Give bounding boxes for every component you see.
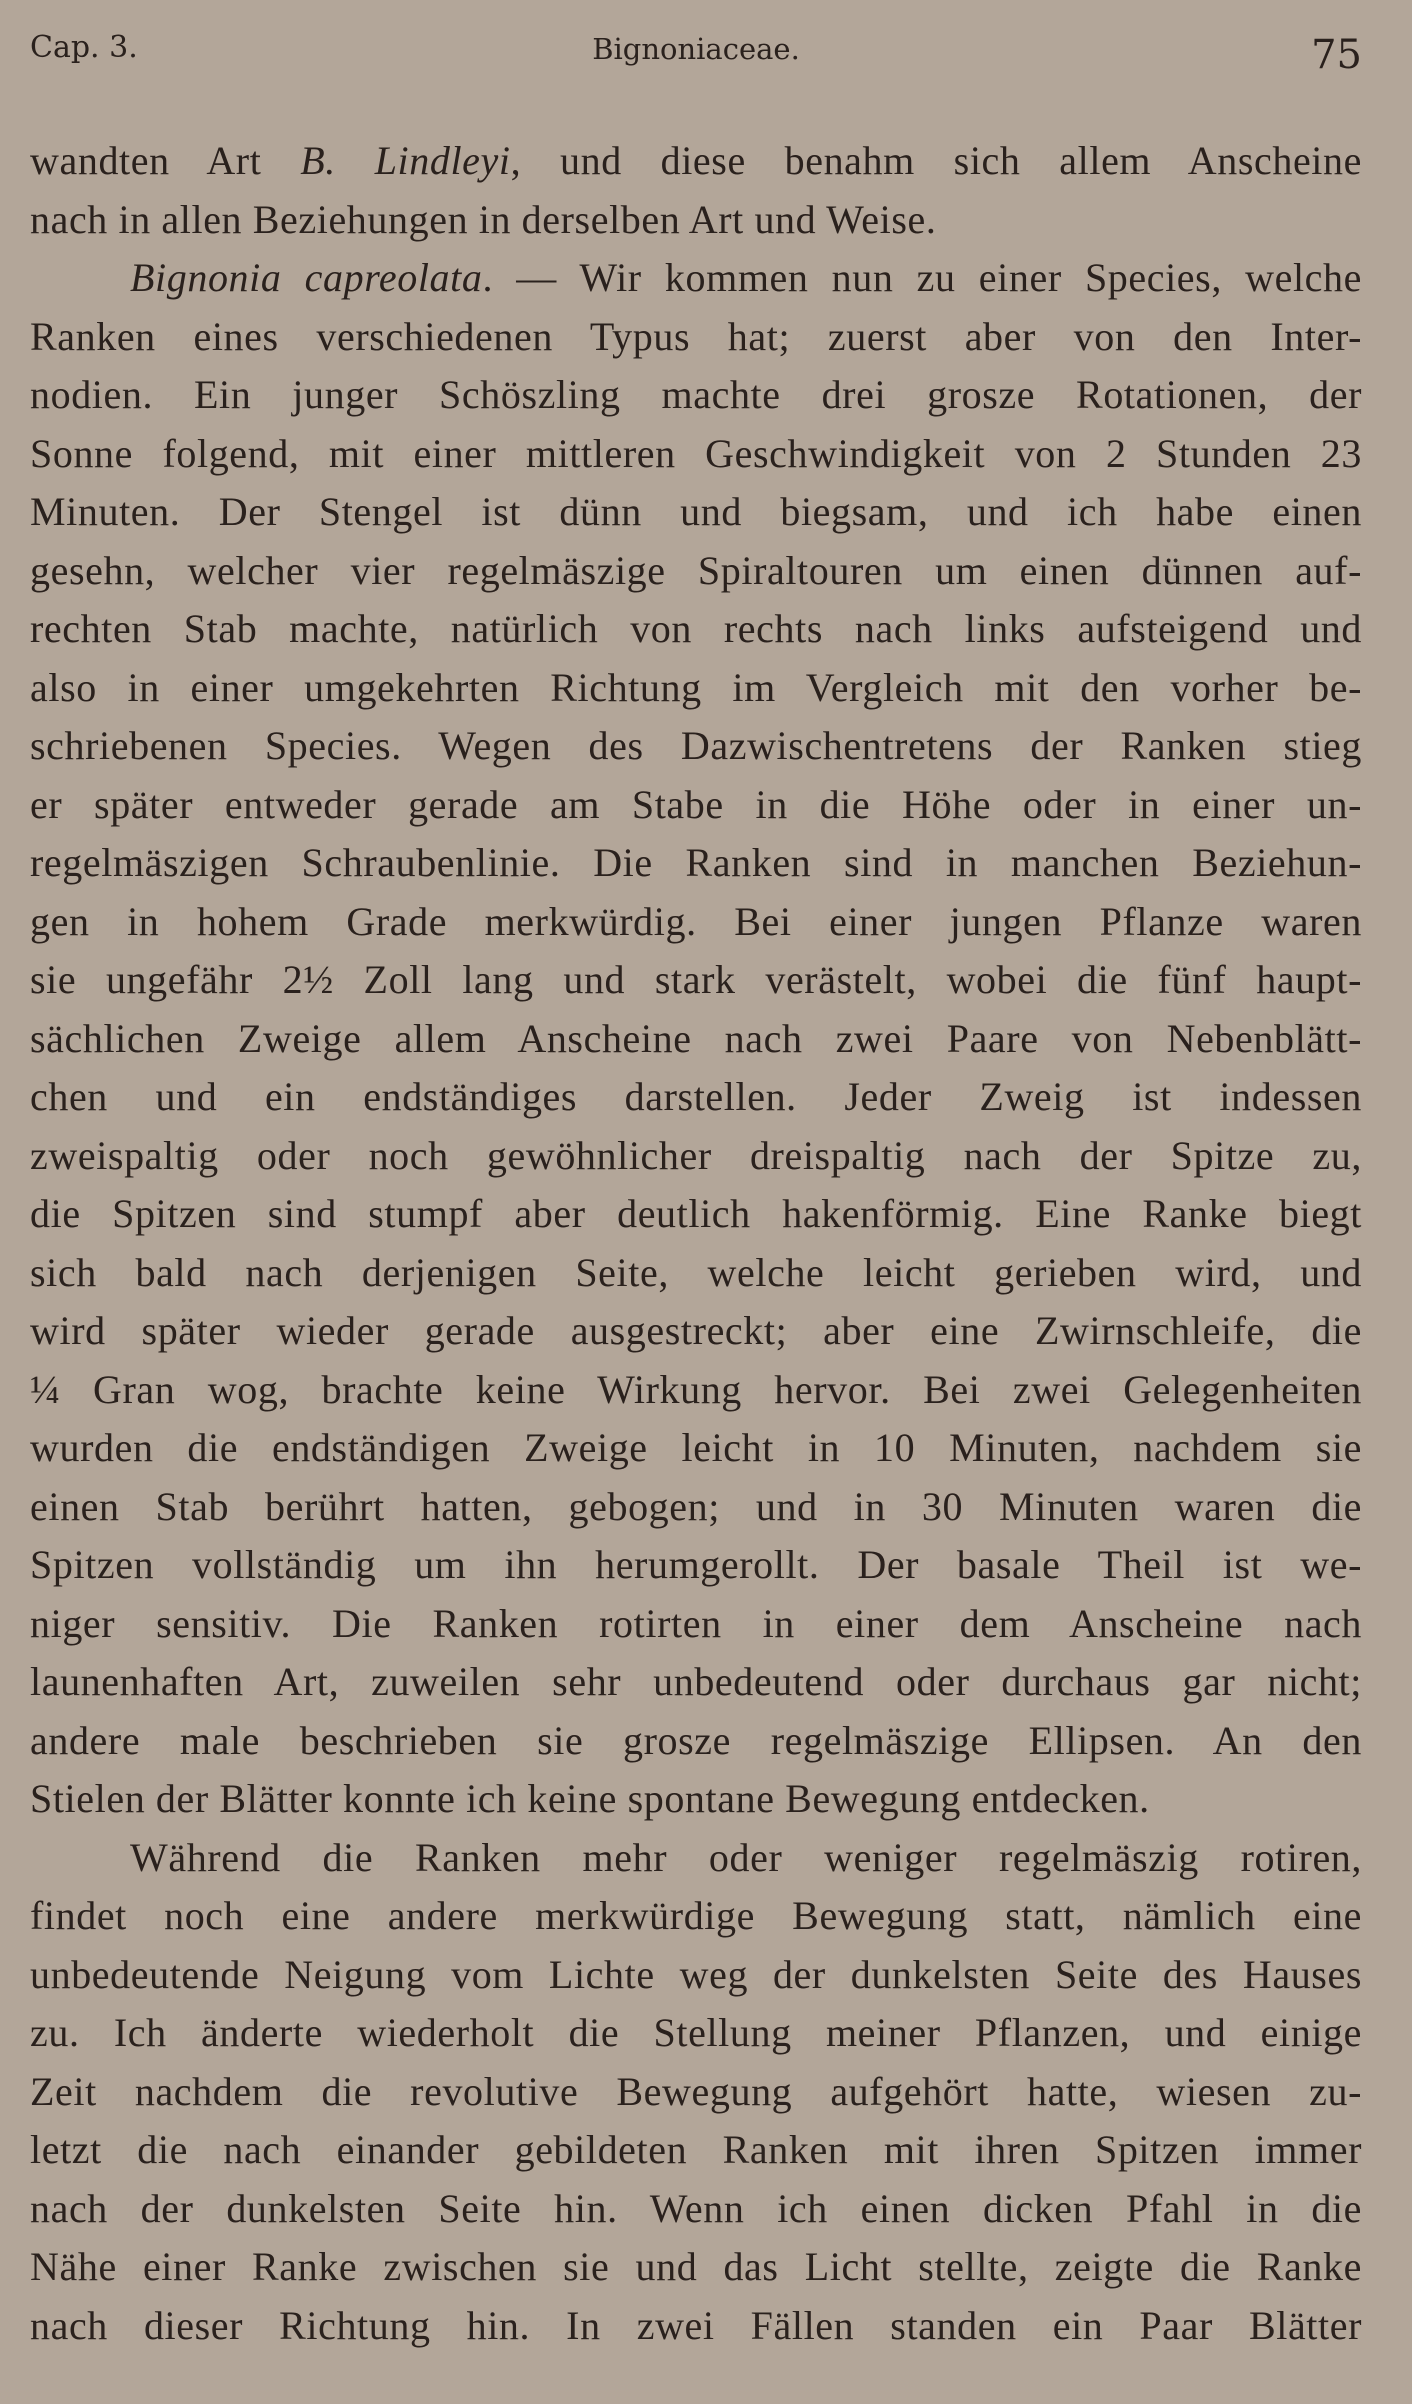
- text-line: wurden die endständigen Zweige leicht in 10 Minuten, nachdem sie: [30, 1425, 1362, 1470]
- text-line: findet noch eine andere merkwürdige Bewegung statt, nämlich eine: [30, 1893, 1362, 1938]
- text-line: also in einer umgekehrten Richtung im Vergleich mit den vorher be-: [30, 664, 1362, 710]
- text-line: launenhaften Art, zuweilen sehr unbedeutend oder durchaus gar nicht;: [30, 1659, 1362, 1704]
- text-line: chen und ein endständiges darstellen. Jeder Zweig ist indessen: [30, 1074, 1362, 1119]
- text-line: nodien. Ein junger Schöszling machte drei grosze Rotationen, der: [30, 372, 1362, 417]
- text-line: Ranken eines verschiedenen Typus hat; zuerst aber von den Inter-: [30, 313, 1362, 359]
- text-line: sächlichen Zweige allem Anscheine nach zwei Paare von Nebenblätt-: [30, 1015, 1362, 1061]
- text-line: zu. Ich änderte wiederholt die Stellung meiner Pflanzen, und einige: [30, 2010, 1362, 2055]
- text-line: schriebenen Species. Wegen des Dazwischentretens der Ranken stieg: [30, 723, 1362, 768]
- text-line: unbedeutende Neigung vom Lichte weg der dunkelsten Seite des Hauses: [30, 1951, 1362, 1997]
- body-text: [30, 132, 1362, 2355]
- text-line: Spitzen vollständig um ihn herumgerollt. Der basale Theil ist we-: [30, 1542, 1362, 1587]
- text-line: wandten Art B. Lindleyi, und diese benahm sich allem Anscheine: [30, 138, 1362, 183]
- text-line: Nähe einer Ranke zwischen sie und das Licht stellte, zeigte die Ranke: [30, 2244, 1362, 2289]
- text-line: Minuten. Der Stengel ist dünn und biegsam, und ich habe einen: [30, 489, 1362, 534]
- text-line: sich bald nach derjenigen Seite, welche leicht gerieben wird, und: [30, 1249, 1362, 1295]
- text-line: andere male beschrieben sie grosze regelmäszige Ellipsen. An den: [30, 1717, 1362, 1763]
- text-line: ¼ Gran wog, brachte keine Wirkung hervor. Bei zwei Gelegenheiten: [30, 1366, 1362, 1412]
- text-line: er später entweder gerade am Stabe in die Höhe oder in einer un-: [30, 781, 1362, 827]
- text-line: niger sensitiv. Die Ranken rotirten in einer dem Anscheine nach: [30, 1600, 1362, 1646]
- page-number: 75: [1311, 32, 1362, 78]
- text-line: Zeit nachdem die revolutive Bewegung aufgehört hatte, wiesen zu-: [30, 2068, 1362, 2114]
- text-line: nach dieser Richtung hin. In zwei Fällen standen ein Paar Blätter: [30, 2302, 1362, 2348]
- text-line: letzt die nach einander gebildeten Ranken mit ihren Spitzen immer: [30, 2127, 1362, 2172]
- section-title: Bignoniaceae.: [592, 32, 800, 66]
- text-line: nach der dunkelsten Seite hin. Wenn ich einen dicken Pfahl in die: [30, 2185, 1362, 2231]
- book-page: [30, 22, 1362, 2382]
- text-line: wird später wieder gerade ausgestreckt; aber eine Zwirnschleife, die: [30, 1308, 1362, 1353]
- text-line: einen Stab berührt hatten, gebogen; und in 30 Minuten waren die: [30, 1483, 1362, 1529]
- text-line: nach in allen Beziehungen in derselben Art und Weise.: [30, 196, 937, 242]
- text-line: Bignonia capreolata. — Wir kommen nun zu einer Species, welche: [130, 255, 1362, 300]
- text-line: Stielen der Blätter konnte ich keine spontane Bewegung entdecken.: [30, 1776, 1150, 1821]
- text-line: die Spitzen sind stumpf aber deutlich hakenförmig. Eine Ranke biegt: [30, 1191, 1362, 1236]
- text-line: zweispaltig oder noch gewöhnlicher dreispaltig nach der Spitze zu,: [30, 1132, 1362, 1178]
- text-line: gesehn, welcher vier regelmäszige Spiraltouren um einen dünnen auf-: [30, 547, 1362, 593]
- text-line: Sonne folgend, mit einer mittleren Geschwindigkeit von 2 Stunden 23: [30, 430, 1362, 476]
- chapter-label: Cap. 3.: [30, 30, 138, 65]
- text-line: gen in hohem Grade merkwürdig. Bei einer jungen Pflanze waren: [30, 898, 1362, 944]
- text-line: regelmäszigen Schraubenlinie. Die Ranken sind in manchen Beziehun-: [30, 840, 1362, 885]
- text-line: Während die Ranken mehr oder weniger regelmäszig rotiren,: [130, 1834, 1362, 1880]
- text-line: sie ungefähr 2½ Zoll lang und stark verästelt, wobei die fünf haupt-: [30, 957, 1362, 1002]
- text-line: rechten Stab machte, natürlich von rechts nach links aufsteigend und: [30, 606, 1362, 651]
- running-head: [30, 22, 1362, 92]
